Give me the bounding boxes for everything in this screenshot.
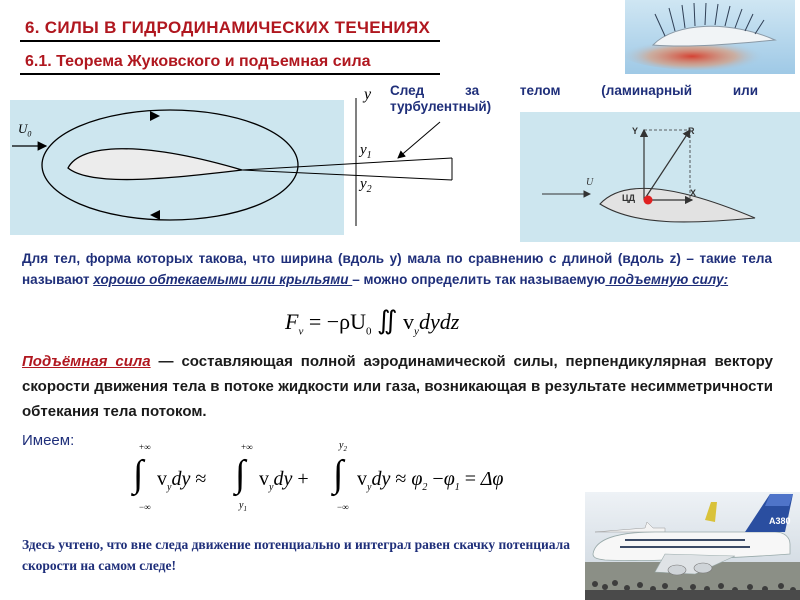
tail-text: A380 <box>769 516 791 526</box>
int1-upper: +∞ <box>139 442 151 452</box>
title-divider <box>20 40 440 42</box>
integral-2: ∫ <box>235 453 246 495</box>
int3-lower: −∞ <box>337 502 349 512</box>
lift-force-formula: $F_v = -\rho U_0$ ∬ $v_ydydz$ <box>285 306 460 338</box>
flow-velocity-label: $U_0$ <box>18 121 32 139</box>
force-y-label: Y <box>632 126 639 136</box>
conclusion-paragraph: Здесь учтено, что вне следа движение потенциально и интеграл равен скачку потенциала скорости на самом следе! <box>22 537 570 573</box>
force-r-label: R <box>688 126 695 136</box>
y-axis-label: y <box>364 86 372 103</box>
subtitle-divider <box>20 73 440 75</box>
wake-note: След за телом (ламинарный или турбулентный) <box>390 83 758 114</box>
pressure-distribution-image <box>625 0 795 74</box>
circulation-formula <box>125 440 565 525</box>
right-flow-label: U <box>586 177 594 188</box>
integral-3: ∫ <box>333 453 344 495</box>
subsection-title: 6.1. Теорема Жуковского и подъемная сила <box>25 53 371 70</box>
y2-label: $y_2$ <box>360 176 372 195</box>
lift-force-paragraph: Подъёмная сила — составляющая полной аэродинамической силы, перпендикулярная вектору скорости движения тела в потоке жидкости или газа, возникающая в результате несимметричности обтекания тела потоком. <box>22 353 773 420</box>
we-have-label: Имеем: <box>22 432 75 449</box>
int3-upper: $y_2$ <box>339 440 347 453</box>
force-diagram <box>520 112 800 242</box>
center-label: ЦД <box>622 193 635 203</box>
int2-upper: +∞ <box>241 442 253 452</box>
integral-1: ∫ <box>133 453 144 495</box>
pressure-center-dot <box>644 196 653 205</box>
int2-lower: $y_1$ <box>239 500 247 513</box>
airfoil <box>68 149 242 180</box>
y1-label: $y_1$ <box>360 142 372 161</box>
integrand-3-and-result: $v_ydy \approx \varphi_2 -\varphi_1 = \Delta\varphi$ <box>357 468 504 493</box>
lift-definition-paragraph: Для тел, форма которых такова, что ширина (вдоль y) мала по сравнению с длиной (вдоль z) – такие тела называют хорошо обтекаемыми или крыльями – можно определить так называемую подъемную силу: <box>22 251 772 287</box>
integrand-1: $v_ydy$ ≈ <box>157 468 207 493</box>
force-x-label: X <box>690 188 697 198</box>
int1-lower: −∞ <box>139 502 151 512</box>
section-title: 6. СИЛЫ В ГИДРОДИНАМИЧЕСКИХ ТЕЧЕНИЯХ <box>25 18 431 37</box>
integrand-2: $v_ydy$ + <box>259 468 309 493</box>
a380-photo <box>585 492 800 600</box>
